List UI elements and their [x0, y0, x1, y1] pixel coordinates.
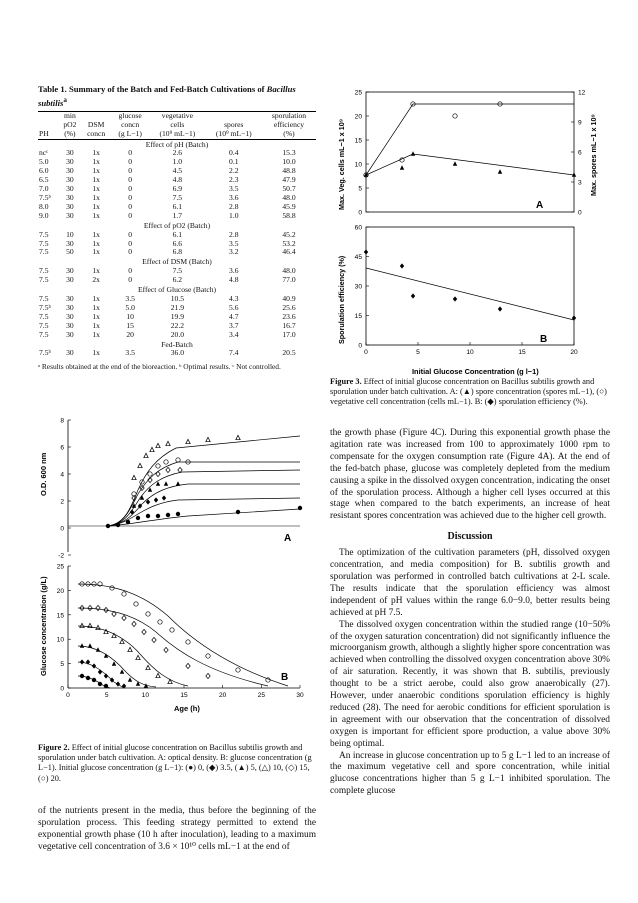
fig3a-ytick-left: 5 — [358, 185, 362, 193]
summary-table — [38, 111, 316, 358]
table-row: 7.5 30 1x 20 20.0 3.4 17.0 — [39, 329, 296, 339]
fig3a-ytick-left: 0 — [358, 209, 362, 217]
fig2a-data-point — [206, 437, 210, 441]
table-row: 7.5 30 1x 0 6.6 3.5 53.2 — [39, 238, 296, 248]
fig2a-data-point — [126, 520, 130, 524]
fig2b-data-point — [146, 612, 150, 616]
table-row: 7.5ᵇ 30 1x 0 7.5 3.6 48.0 — [39, 193, 296, 203]
fig2b-data-point — [266, 678, 270, 682]
fig2b-data-point — [98, 682, 102, 686]
fig2b-data-point — [168, 679, 172, 683]
fig3b-xtick-label: 20 — [570, 349, 578, 356]
fig3-panel-a — [337, 90, 598, 217]
table-section-title: Effect of pO2 (Batch) — [143, 220, 211, 230]
figure-3-chart — [330, 84, 610, 376]
fig2b-data-point — [142, 629, 146, 634]
fig2a-data-point — [166, 441, 170, 445]
fig2b-ytick-label: 20 — [56, 587, 64, 595]
table-row: 7.0 30 1x 0 6.9 3.5 50.7 — [39, 184, 296, 194]
table-row: 9.0 30 1x 0 1.7 1.0 58.8 — [39, 210, 296, 220]
fig2a-data-point — [116, 523, 120, 527]
fig3-panel-b — [337, 225, 578, 377]
figure-2-chart — [38, 418, 316, 740]
fig3b-ylabel: Sporulation efficiency (%) — [337, 255, 346, 344]
table-footnote: ᵃ Results obtained at the end of the bioreaction. ᵇ Optimal results. ᶜ Not controlled. — [38, 362, 281, 372]
fig2b-ylabel: Glucose concentration (g/L) — [39, 576, 48, 676]
fig2a-ytick-label: 4 — [60, 471, 64, 479]
fig2b-data-point — [186, 663, 190, 668]
left-body-text: of the nutrients present in the media, thus before the beginning of the sporulation process. This feeding strategy permitted to extend the exponential growth phase (10 h after inoculation), leading to a maximum vegetative cell concentration of 3.6 × 10¹⁰ cells mL−1 at the end of — [38, 806, 316, 852]
fig2b-data-point — [122, 592, 126, 596]
fig3a-spore-point — [498, 169, 502, 173]
fig2a-panel-label: A — [284, 533, 292, 544]
fig3a-ytick-right: 3 — [578, 179, 582, 187]
table-header-row: pO2 DSM concn cells spores efficiency — [63, 119, 305, 129]
fig2-panel-a — [39, 418, 302, 560]
table-section-title: Fed-Batch — [161, 339, 193, 349]
fig2b-xlabel: Age (h) — [174, 704, 200, 713]
fig3b-xtick-label: 5 — [416, 349, 420, 356]
fig2b-data-point — [120, 669, 124, 673]
fig2b-data-point — [236, 668, 240, 672]
fig3a-spore-point — [453, 161, 457, 165]
fig3b-efficiency-point — [400, 263, 404, 268]
figure-2-caption: Figure 2. Effect of initial glucose concentration on Bacillus subtilis growth and sporulation under batch cultivation. A: optical density. B: glucose concentration (g L−1). Initial glucose concentration (g L−1): (●) 0, (◆) 3.5, (▲) 5, (△) 10, (◇) 15, (○) 20. — [38, 743, 312, 783]
fig3b-efficiency-point — [498, 306, 502, 311]
fig2a-data-point — [144, 453, 148, 457]
fig3a-ylabel-left: Max. Veg. cells mL−1 x 10⁹ — [337, 118, 346, 210]
fig3b-efficiency-point — [364, 249, 368, 254]
fig2b-data-point — [120, 639, 124, 643]
fig2b-data-point — [104, 673, 108, 678]
fig2b-data-point — [164, 647, 168, 652]
fig3b-ytick-label: 60 — [354, 224, 362, 232]
fig2b-ytick-label: 15 — [56, 612, 64, 620]
fig2b-data-point — [134, 602, 138, 606]
fig2b-data-point — [132, 621, 136, 626]
table-row: 7.5 50 1x 0 6.8 3.2 46.4 — [39, 247, 296, 257]
fig3b-ytick-label: 30 — [354, 283, 362, 291]
fig3a-spore-point — [400, 165, 404, 169]
fig3b-efficiency-point — [453, 296, 457, 301]
fig3b-xtick-label: 15 — [518, 349, 526, 356]
fig3a-ytick-right: 9 — [578, 119, 582, 127]
fig2a-ytick-label: 6 — [60, 444, 64, 452]
fig2a-data-point — [176, 458, 180, 462]
fig2a-data-point — [176, 481, 180, 485]
fig2b-ytick-label: 0 — [60, 685, 64, 693]
fig2b-data-point — [122, 615, 126, 620]
fig2a-data-point — [146, 514, 150, 518]
fig2a-data-point — [130, 509, 134, 514]
table-row: 7.5ᵇ 30 1x 3.5 36.0 7.4 20.5 — [39, 348, 296, 358]
table-1 — [38, 84, 316, 371]
fig2a-data-point — [164, 460, 168, 464]
fig2a-data-point — [138, 463, 142, 467]
fig2b-xtick-label: 15 — [180, 692, 188, 699]
fig2a-ytick-label: 8 — [60, 418, 64, 425]
fig3a-ytick-left: 25 — [354, 89, 362, 97]
fig2a-data-point — [148, 472, 152, 476]
fig3a-ytick-left: 10 — [354, 161, 362, 169]
fig2b-data-point — [98, 669, 102, 674]
fig2a-data-point — [132, 475, 136, 479]
fig2a-data-point — [298, 506, 302, 510]
table-row: 7.5 10 1x 0 6.1 2.8 45.2 — [39, 229, 296, 239]
fig2a-data-point — [166, 467, 170, 472]
fig2b-data-point — [86, 659, 90, 664]
fig2b-data-point — [92, 582, 96, 586]
fig2b-data-point — [206, 654, 210, 658]
fig2b-data-point — [146, 665, 150, 669]
fig2b-data-point — [158, 620, 162, 624]
fig2b-data-point — [96, 625, 100, 629]
fig3a-ytick-left: 20 — [354, 113, 362, 121]
fig2b-data-point — [80, 674, 84, 678]
fig2b-xtick-label: 10 — [141, 692, 150, 699]
fig2b-xtick-label: 20 — [218, 692, 227, 699]
table-section-title: Effect of DSM (Batch) — [142, 257, 212, 267]
fig3b-xlabel: Initial Glucose Concentration (g l−1) — [412, 367, 539, 376]
fig2b-xtick-label: 25 — [257, 692, 266, 699]
fig2b-data-point — [152, 637, 156, 642]
fig2a-ylabel: O.D. 600 nm — [39, 452, 48, 496]
discussion-heading: Discussion — [447, 531, 493, 543]
table-row: 5.0 30 1x 0 1.0 0.1 10.0 — [39, 157, 296, 167]
fig2b-data-point — [128, 647, 132, 651]
fig2b-data-point — [96, 605, 100, 610]
fig3b-efficiency-point — [411, 293, 415, 298]
fig2b-xtick-label: 5 — [104, 692, 109, 699]
fig2b-data-point — [206, 673, 210, 678]
fig2a-data-point — [176, 512, 180, 516]
fig3a-veg-cell-point — [453, 114, 457, 118]
fig2b-data-point — [136, 681, 140, 685]
fig2a-data-point — [186, 439, 190, 443]
fig3b-ytick-label: 15 — [354, 313, 362, 320]
table-row: 6.5 30 1x 0 4.8 2.3 47.9 — [39, 175, 296, 185]
fig2a-data-point — [164, 481, 168, 485]
fig2b-data-point — [88, 643, 92, 647]
fig2a-data-point — [136, 516, 140, 520]
table-row: 7.5 30 1x 0 7.5 3.6 48.0 — [39, 266, 296, 276]
fig2a-ytick-label: 2 — [60, 498, 64, 506]
fig3b-ytick-label: 0 — [358, 342, 362, 350]
fig2b-data-point — [186, 640, 190, 644]
fig2b-data-point — [86, 676, 90, 680]
table-header-row: PH (%) concn (g L−1) (10⁹ mL−1) (10⁹ mL−1) (%) — [38, 130, 316, 139]
figure-3-caption: Figure 3. Effect of initial glucose concentration on Bacillus subtilis growth and sporulation under batch cultivation. A: (▲) spore concentration (spores mL−1), (○) vegetative cell concentration (cells mL−1). B: (◆) sporulation efficiency (%). — [330, 377, 607, 407]
fig2b-data-point — [92, 663, 96, 668]
fig2b-ytick-label: 10 — [56, 636, 64, 644]
table-row: 7.5ᵇ 30 1x 5.0 21.9 5.6 25.6 — [39, 302, 296, 312]
table-row: 7.5 30 1x 15 22.2 3.7 16.7 — [39, 320, 296, 330]
fig2a-data-point — [156, 514, 160, 518]
fig2a-ytick-label: 0 — [60, 525, 64, 533]
fig3a-panel-label: A — [536, 200, 544, 211]
right-body-text: the growth phase (Figure 4C). During this exponential growth phase the agitation rate was increased from 100 to approximately 1000 rpm to compensate for the oxygen consumption rate (Figure 4A). At the end of the fed-batch phase, glucose was completely depleted from the medium causing a spike in the dissolved oxygen concentration, indicating the onset of the sporulation process. Although a higher cell lyses occurred at this stage when compared to the batch experiments, an increase of heat resistant spores concentration was achieved due to the higher cell growth. Discussion The optimization of the cultivation parameters (pH, dissolved oxygen concentration, and media composition) for B. subtilis growth and sporulation was performed in controlled batch cultivations at 2-L scale. The results indicate that the sporulation efficiency was almost independent of pH values within the range 6.0−9.0, better results being achieved at pH 7.5. The dissolved oxygen concentration within the studied range (10−50% of the oxygen saturation concentration) did not significantly influence the microorganism growth, although a slightly higher spore concentration was achieved when controlling the dissolved oxygen concentration above 30% of air saturation. Recently, it was shown that B. subtilis, previously thought to be a strict aerobe, could also grow anaerobically (27). However, under anaerobic conditions sporulation efficiency is highly reduced (28). The need for aerobic conditions for efficient sporulation is in agreement with our observation that the concentration of dissolved oxygen is important for efficient spore production, a value above 30% being optimal. An increase in glucose concentration up to 5 g L−1 led to an increase of the maximum vegetative cell and spore concentration, while initial glucose concentrations higher than 5 g L−1 inhibited sporulation. The complete glucose — [330, 428, 610, 797]
fig2b-ytick-label: 5 — [60, 661, 64, 669]
fig2a-data-point — [236, 435, 240, 439]
fig2a-data-point — [150, 447, 154, 451]
fig2a-data-point — [156, 464, 160, 468]
fig2b-xtick-label: 30 — [296, 692, 304, 699]
fig3b-xtick-label: 10 — [466, 349, 474, 356]
table-row: 7.5 30 1x 10 19.9 4.7 23.6 — [39, 311, 296, 321]
fig2b-data-point — [80, 659, 84, 664]
fig3b-ytick-label: 45 — [354, 254, 362, 261]
fig2a-data-point — [162, 495, 166, 500]
fig2-panel-b — [39, 564, 304, 714]
fig2a-data-point — [106, 524, 110, 528]
fig2b-data-point — [80, 623, 84, 627]
fig2a-data-point — [154, 497, 158, 502]
table-title: Table 1. Summary of the Batch and Fed-Batch Cultivations of Bacillus subtilis$^a$ — [38, 84, 296, 108]
table-row: 6.0 30 1x 0 4.5 2.2 48.8 — [39, 166, 296, 176]
table-row: 7.5 30 1x 3.5 10.5 4.3 40.9 — [39, 293, 296, 303]
fig3a-ytick-right: 0 — [578, 209, 582, 217]
table-section-title: Effect of Glucose (Batch) — [137, 285, 217, 295]
fig3a-ylabel-right: Max. spores mL−1 x 10⁹ — [589, 114, 598, 196]
fig3a-ytick-right: 12 — [578, 89, 586, 97]
fig3b-xtick-label: 0 — [364, 349, 368, 356]
table-row: ncᶜ 30 1x 0 2.6 0.4 15.3 — [39, 148, 296, 158]
fig2b-data-point — [156, 673, 160, 677]
fig2b-ytick-label: 25 — [56, 563, 64, 571]
fig2b-panel-label: B — [281, 672, 289, 683]
fig2a-data-point — [236, 510, 240, 514]
fig2b-data-point — [112, 633, 116, 637]
table-row: 8.0 30 1x 0 6.1 2.8 45.9 — [39, 201, 296, 211]
fig2a-data-point — [166, 513, 170, 517]
fig2b-data-point — [136, 655, 140, 659]
fig3b-panel-label: B — [540, 334, 548, 345]
fig3a-ytick-left: 15 — [354, 137, 362, 145]
table-row: 7.5 30 2x 0 6.2 4.8 77.0 — [39, 275, 296, 285]
fig3a-veg-cell-point — [400, 158, 404, 162]
fig2a-data-point — [156, 443, 160, 447]
fig2b-data-point — [80, 643, 84, 647]
fig3a-ytick-right: 6 — [578, 149, 582, 157]
fig2a-ytick-label: -2 — [58, 552, 64, 560]
fig2b-xtick-label: 0 — [66, 692, 70, 699]
table-section-title: Effect of pH (Batch) — [145, 139, 209, 149]
fig2b-data-point — [104, 684, 108, 688]
table-header-row: min glucose vegetative sporulation — [38, 111, 316, 120]
fig2b-data-point — [170, 628, 174, 632]
fig3a-spore-point — [411, 151, 415, 155]
fig2b-data-point — [128, 677, 132, 681]
fig2b-data-point — [116, 681, 120, 686]
fig2b-data-point — [92, 678, 96, 682]
